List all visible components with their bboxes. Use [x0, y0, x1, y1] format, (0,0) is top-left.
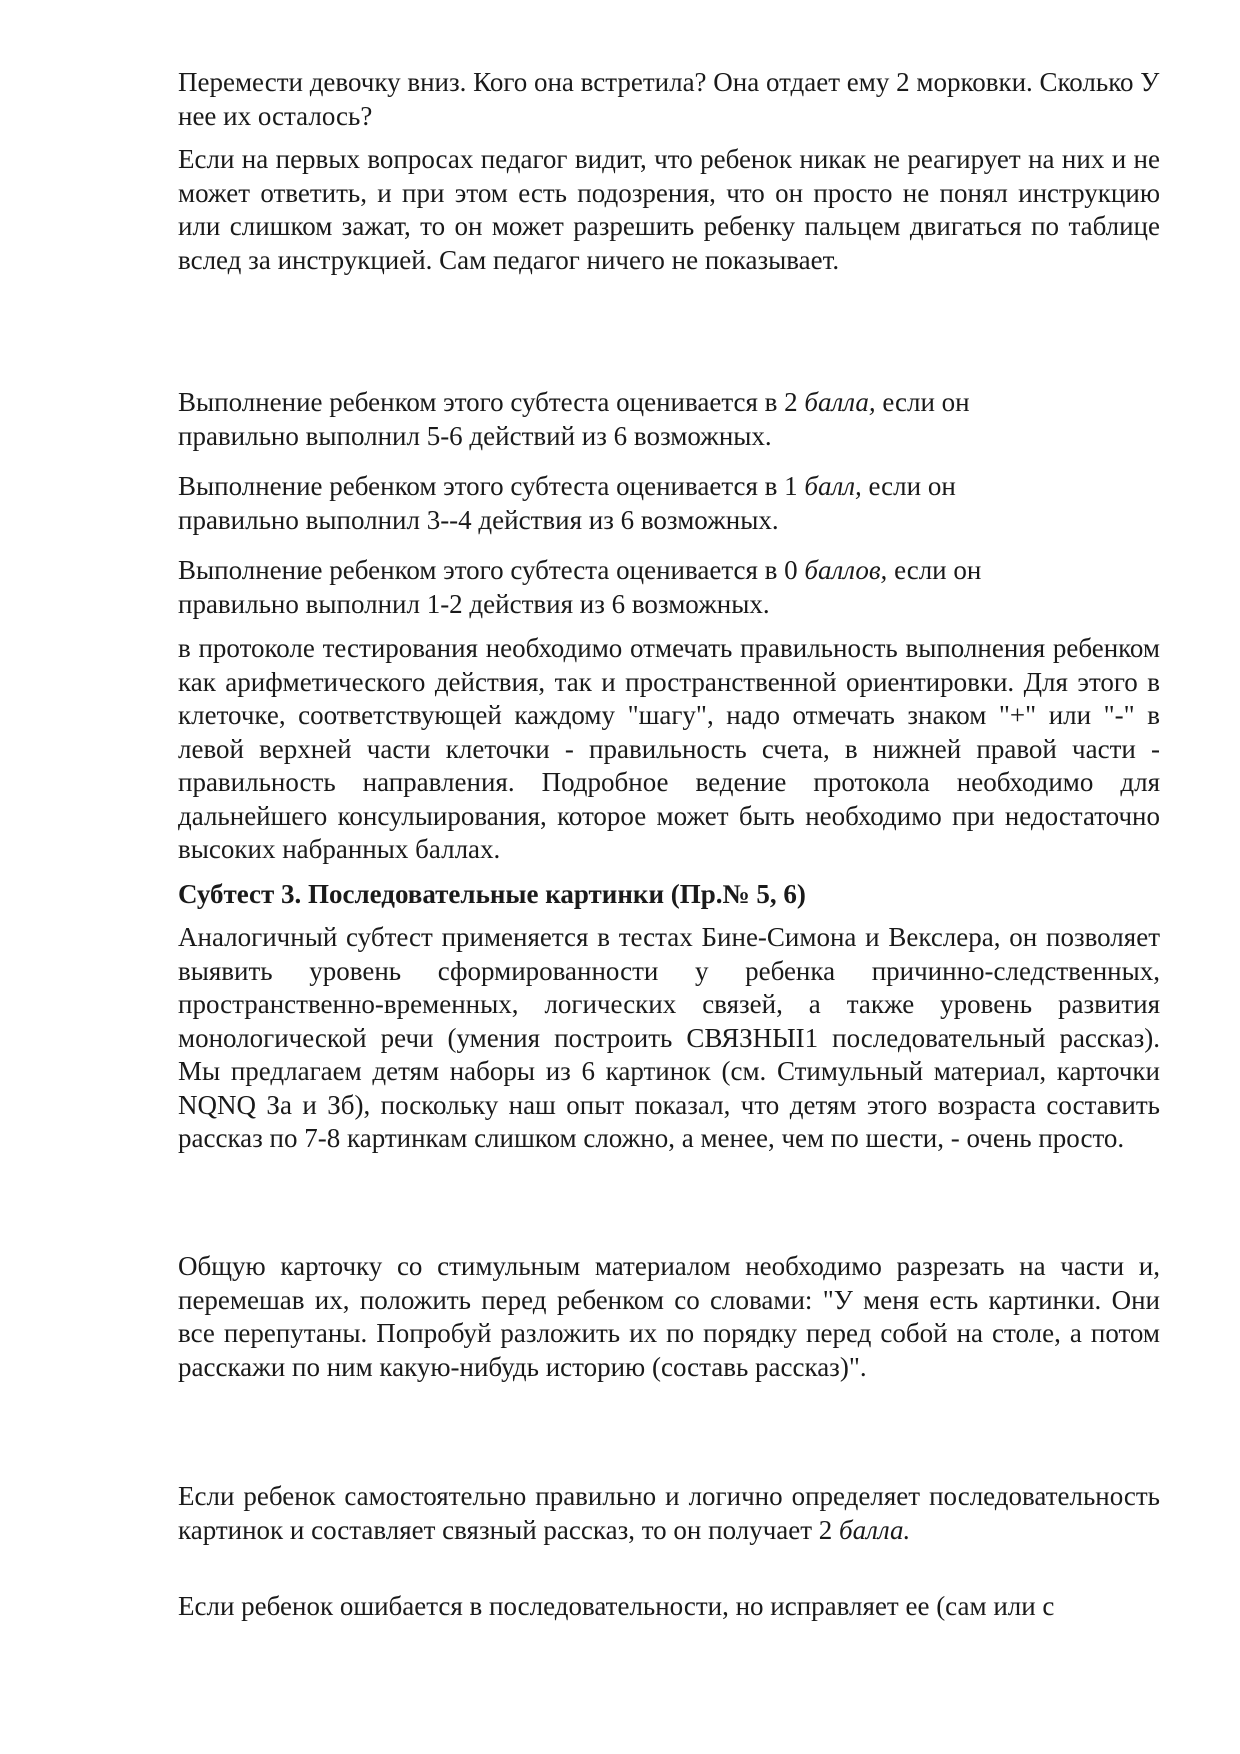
score-0-emphasis: баллов,: [804, 555, 888, 585]
paragraph-cutting-instructions: Общую карточку со стимульным материалом необходимо разрезать на части и, перемешав их, положить перед ребенком со словами: "У меня есть картинки. Они все перепутаны. Попробуй разложить их по порядку перед собой на столе, а потом расскажи по ним какую-нибудь историю (составь рассказ)".: [178, 1251, 1160, 1382]
paragraph-sequence-error: Если ребенок ошибается в последовательности, но исправляет ее (сам или с: [178, 1591, 1055, 1621]
paragraph-move-girl: Перемести девочку вниз. Кого она встретила? Она отдает ему 2 морковки. Сколько У нее их осталось?: [178, 67, 1160, 131]
paragraph-protocol: в протоколе тестирования необходимо отмечать правильность выполнения ребенком как арифметического действия, так и пространственной ориентировки. Для этого в клеточке, соответствующей каждому "шагу", надо отмечать знаком "+" или "-" в левой верхней части клеточки - правильность счета, в нижней правой части - правильность направления. Подробное ведение протокола необходимо для дальнейшего консулыирования, которое может быть необходимо при недостаточно высоких набранных баллах.: [178, 633, 1160, 864]
score-2-emphasis: балла,: [804, 387, 876, 417]
score-0-rest: если он правильно выполнил 1-2 действия из 6 возможных.: [178, 555, 982, 619]
score-0-text: Выполнение ребенком этого субтеста оценивается в 0: [178, 555, 805, 585]
paragraph-score-0: [178, 554, 1078, 621]
paragraph-teacher-help: Если на первых вопросах педагог видит, что ребенок никак не реагирует на них и не может ответить, и при этом есть подозрения, что он просто не понял инструкцию или слишком зажат, то он может разрешить ребенку пальцем двигаться по таблице вслед за инструкцией. Сам педагог ничего не показывает.: [178, 144, 1160, 275]
paragraph-score-2: [178, 386, 1078, 453]
score-story-text: Если ребенок самостоятельно правильно и логично определяет последовательность картинок и составляет связный рассказ, то он получает 2: [178, 1481, 1160, 1545]
paragraph-subtest-description: Аналогичный субтест применяется в тестах Бине-Симона и Векслера, он позволяет выявить уровень сформированности у ребенка причинно-следственных, пространственно-временных, логических связей, а также уровень развития монологической речи (умения построить СВЯЗНЫI1 последовательный рассказ). Мы предлагаем детям наборы из 6 картинок (см. Стимульный материал, карточки NQNQ За и Зб), поскольку наш опыт показал, что детям этого возраста составить рассказ по 7-8 картинкам слишком сложно, а менее, чем по шести, - очень просто.: [178, 922, 1160, 1153]
subtest-3-heading: Субтест 3. Последовательные картинки (Пр.№ 5, 6): [178, 879, 806, 909]
score-1-rest: если он правильно выполнил 3--4 действия из 6 возможных.: [178, 471, 956, 535]
paragraph-score-story: [178, 1480, 1160, 1547]
score-1-text: Выполнение ребенком этого субтеста оценивается в 1: [178, 471, 805, 501]
score-story-emphasis: балла.: [839, 1514, 911, 1545]
score-2-rest: если он правильно выполнил 5-6 действий из 6 возможных.: [178, 387, 970, 451]
score-1-emphasis: балл,: [804, 471, 862, 501]
paragraph-score-1: [178, 470, 1078, 537]
score-2-text: Выполнение ребенком этого субтеста оценивается в 2: [178, 387, 805, 417]
